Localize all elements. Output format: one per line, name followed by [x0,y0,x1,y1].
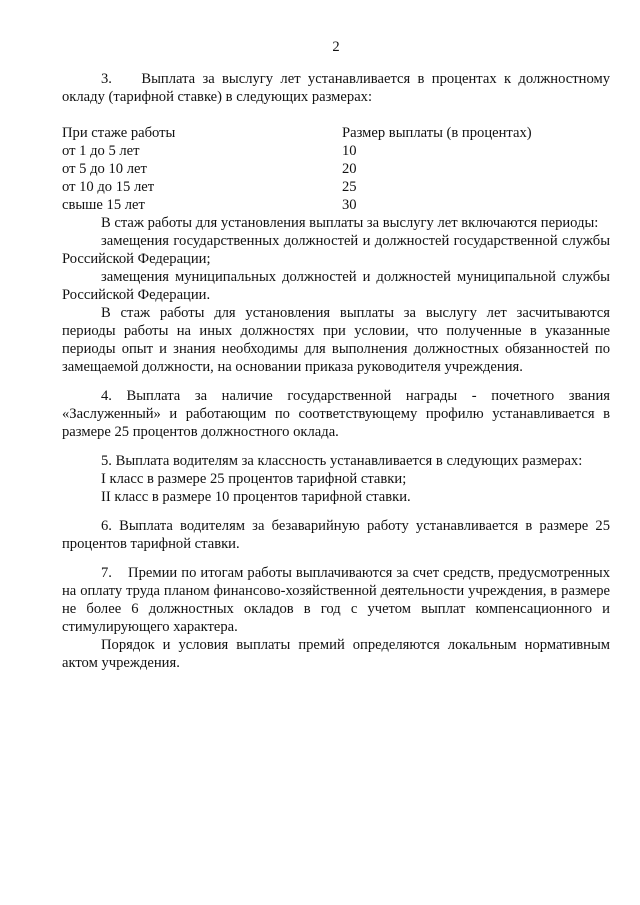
section-6-text: 6. Выплата водителям за безаварийную работу устанавливается в размере 25 процентов тарифной ставки. [62,518,610,552]
section-4-text: 4. Выплата за наличие государственной награды - почетного звания «Заслуженный» и работающим по соответствующему профилю устанавливается в размере 25 процентов должностного оклада. [62,388,610,440]
table-cell: от 10 до 15 лет [62,179,155,195]
section-3-paragraph: В стаж работы для установления выплаты за выслугу лет включаются периоды: [101,215,599,231]
table-cell: от 5 до 10 лет [62,161,147,177]
seniority-table [62,124,610,214]
table-cell: свыше 15 лет [62,197,145,213]
section-3-text: 3. Выплата за выслугу лет устанавливается в процентах к должностному окладу (тарифной ставке) в следующих размерах: [62,71,610,105]
table-header-cell: При стаже работы [62,125,176,141]
page-number: 2 [332,39,340,55]
table-cell: 30 [342,197,357,213]
section-3-paragraph: замещения муниципальных должностей и должностей муниципальной службы Российской Федерации. [62,269,610,303]
table-cell: 10 [342,143,357,159]
section-3 [62,70,610,376]
table-row [62,178,610,196]
table-row [62,142,610,160]
table-cell: 20 [342,161,357,177]
table-header-cell: Размер выплаты (в процентах) [342,125,532,141]
table-cell: от 1 до 5 лет [62,143,140,159]
section-5-item: I класс в размере 25 процентов тарифной ставки; [101,471,407,487]
table-row [62,160,610,178]
document-page [62,38,610,672]
section-5-text: 5. Выплата водителям за классность устанавливается в следующих размерах: [101,453,583,469]
section-7-paragraph: Порядок и условия выплаты премий определяются локальным нормативным актом учреждения. [62,637,610,671]
section-7-text: 7. Премии по итогам работы выплачиваются за счет средств, предусмотренных на оплату труда планом финансово-хозяйственной деятельности учреждения, в размере не более 6 должностных окладов в год с учетом выплат компенсационного и стимулирующего характера. [62,565,610,635]
table-row [62,196,610,214]
table-cell: 25 [342,179,357,195]
section-5 [62,452,610,506]
section-3-paragraph: замещения государственных должностей и должностей государственной службы Российской Федерации; [62,233,610,267]
table-header-row [62,124,610,142]
section-5-item: II класс в размере 10 процентов тарифной ставки. [101,489,411,505]
section-7 [62,564,610,672]
section-3-paragraph: В стаж работы для установления выплаты за выслугу лет засчитываются периоды работы на иных должностях при условии, что полученные в указанные периоды опыт и знания необходимы для выполнения должностных обязанностей по замещаемой должности, на основании приказа руководителя учреждения. [62,305,610,375]
